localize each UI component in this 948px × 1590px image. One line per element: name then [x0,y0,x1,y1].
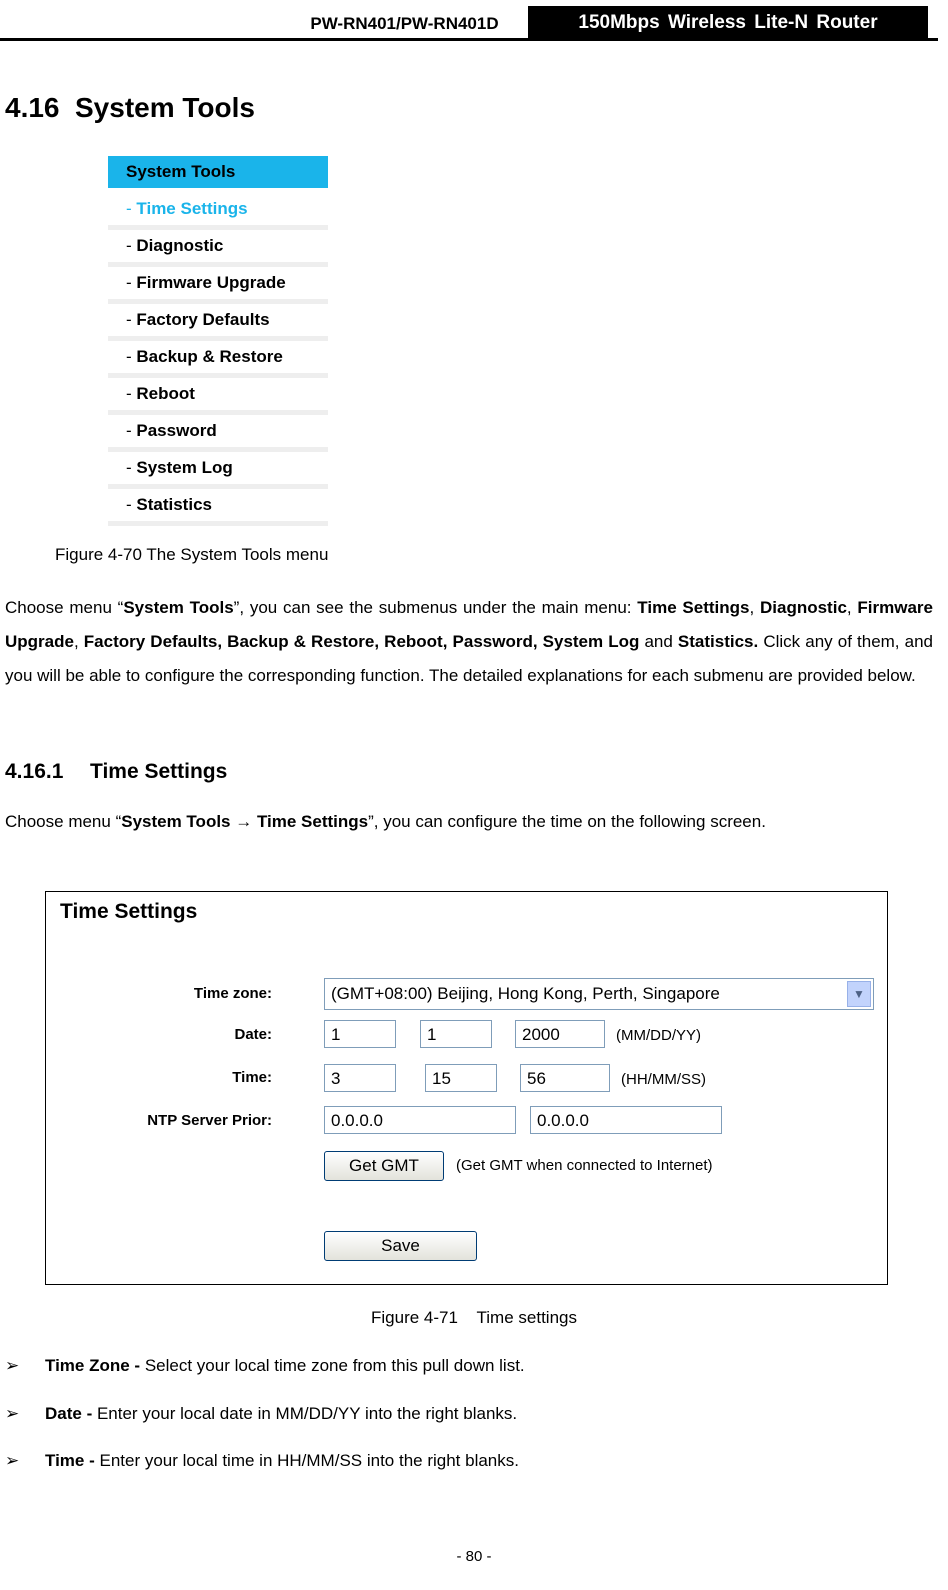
time-second-input[interactable]: 56 [520,1064,610,1092]
menu-item-statistics[interactable]: - Statistics [108,489,328,526]
time-label: Time: [232,1069,272,1086]
ntp-server-secondary-input[interactable]: 0.0.0.0 [530,1106,722,1134]
section-number: 4.16 [5,92,60,123]
menu-item-diagnostic[interactable]: - Diagnostic [108,230,328,267]
chevron-down-icon[interactable]: ▼ [847,981,871,1007]
system-tools-menu [108,156,328,526]
date-format-hint: (MM/DD/YY) [616,1027,701,1044]
time-settings-figure [45,891,888,1285]
menu-item-factory-defaults[interactable]: - Factory Defaults [108,304,328,341]
sub-intro-paragraph: Choose menu “System Tools → Time Settings”, you can configure the time on the following screen. [5,812,766,831]
time-zone-value: (GMT+08:00) Beijing, Hong Kong, Perth, Singapore [331,984,720,1003]
header-model: PW-RN401/PW-RN401D [310,14,499,33]
ntp-server-label: NTP Server Prior: [147,1112,272,1129]
date-month-input[interactable]: 1 [324,1020,396,1048]
page-number: - 80 - [456,1548,492,1565]
bullet-time-zone: ➢ Time Zone - Select your local time zone from this pull down list. [5,1356,525,1375]
time-minute-input[interactable]: 15 [425,1064,497,1092]
header-tick-right [928,32,936,39]
get-gmt-button[interactable]: Get GMT [324,1151,444,1181]
figure-menu-caption: Figure 4-70 The System Tools menu [55,545,329,564]
time-hour-input[interactable]: 3 [324,1064,396,1092]
bullet-date: ➢ Date - Enter your local date in MM/DD/YY into the right blanks. [5,1404,518,1423]
bullet-time: ➢ Time - Enter your local time in HH/MM/SS into the right blanks. [5,1451,519,1470]
time-settings-title: Time Settings [60,900,198,923]
subsection-heading [5,760,227,784]
menu-item-time-settings[interactable]: - Time Settings [108,193,328,230]
section-title: System Tools [75,92,255,123]
menu-item-reboot[interactable]: - Reboot [108,378,328,415]
section-heading [5,92,255,124]
menu-item-password[interactable]: - Password [108,415,328,452]
header-tick-left [520,32,528,39]
date-year-input[interactable]: 2000 [515,1020,605,1048]
save-button[interactable]: Save [324,1231,477,1261]
header-product: 150Mbps Wireless Lite-N Router [528,6,928,40]
ntp-server-primary-input[interactable]: 0.0.0.0 [324,1106,516,1134]
time-format-hint: (HH/MM/SS) [621,1071,706,1088]
subsection-number: 4.16.1 [5,760,64,783]
menu-item-firmware-upgrade[interactable]: - Firmware Upgrade [108,267,328,304]
date-label: Date: [234,1026,272,1043]
get-gmt-hint: (Get GMT when connected to Internet) [456,1157,713,1174]
intro-paragraph: Choose menu “System Tools”, you can see the submenus under the main menu: Time Settings, Diagnostic, Firmware Upgrade, Factory Defaults, Backup & Restore, Reboot, Password, System Log and Statistics. Click any of them, and you will be able to configure the corresponding function. The detailed explanations for each submenu are provided below. [5,598,933,685]
menu-item-backup-restore[interactable]: - Backup & Restore [108,341,328,378]
menu-item-system-log[interactable]: - System Log [108,452,328,489]
header-rule [0,38,938,41]
figure-time-caption: Figure 4-71 Time settings [371,1308,577,1327]
menu-title[interactable]: System Tools [108,156,328,193]
time-zone-label: Time zone: [193,985,272,1002]
time-zone-select[interactable] [324,978,874,1010]
date-day-input[interactable]: 1 [420,1020,492,1048]
subsection-title: Time Settings [90,760,228,783]
